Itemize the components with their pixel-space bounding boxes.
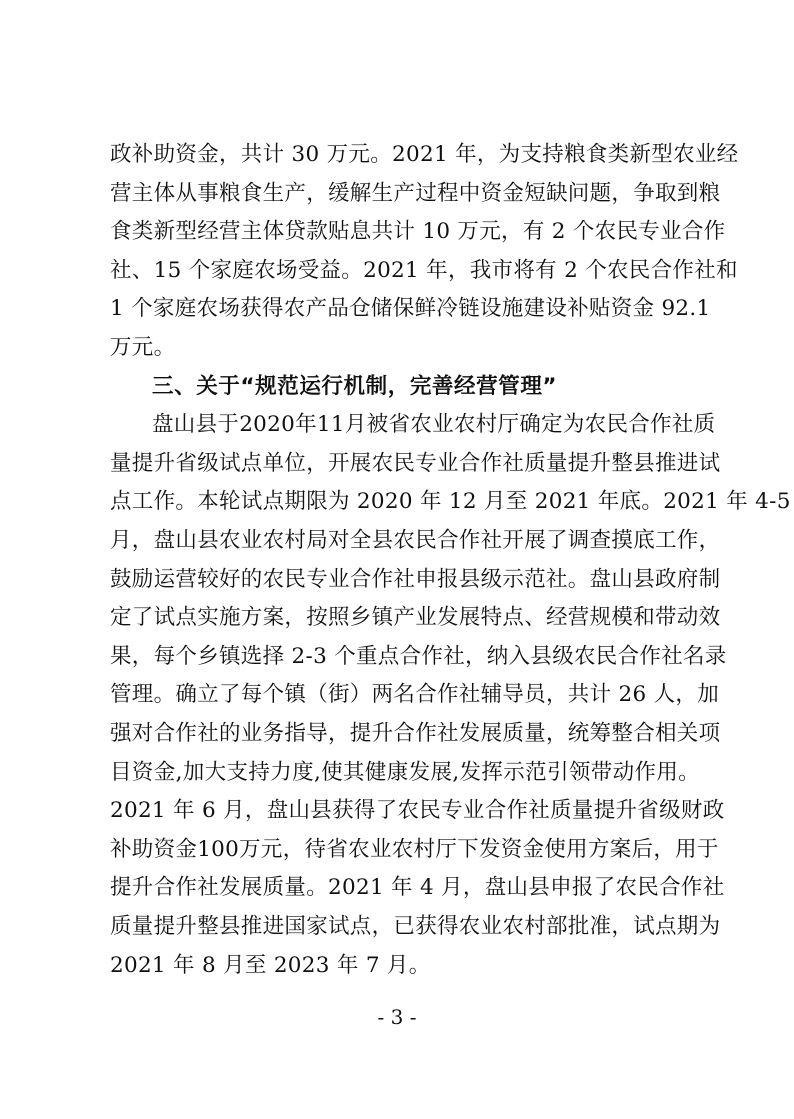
- paragraph-2-line-7: 果，每个乡镇选择 2-3 个重点合作社，纳入县级农民合作社名录: [110, 644, 727, 669]
- paragraph-2-line-5: 鼓励运营较好的农民专业合作社申报县级示范社。盘山县政府制: [110, 567, 721, 592]
- paragraph-1-line-4: 社、15 个家庭农场受益。2021 年，我市将有 2 个农民合作社和: [110, 258, 738, 283]
- paragraph-2-line-2: 量提升省级试点单位，开展农民专业合作社质量提升整县推进试: [110, 451, 721, 476]
- paragraph-2-line-12: 补助资金100万元，待省农业农村厅下发资金使用方案后，用于: [110, 837, 719, 862]
- paragraph-1-line-1: 政补助资金，共计 30 万元。2021 年，为支持粮食类新型农业经: [110, 142, 739, 167]
- paragraph-1-line-2: 营主体从事粮食生产，缓解生产过程中资金短缺问题，争取到粮: [110, 181, 721, 206]
- page-number: - 3 -: [377, 1005, 417, 1029]
- paragraph-2-line-15: 2021 年 8 月至 2023 年 7 月。: [110, 953, 431, 978]
- paragraph-1-line-5: 1 个家庭农场获得农产品仓储保鲜冷链设施建设补贴资金 92.1: [110, 296, 711, 321]
- paragraph-2-line-9: 强对合作社的业务指导，提升合作社发展质量，统筹整合相关项: [110, 721, 721, 746]
- paragraph-2-line-11: 2021 年 6 月，盘山县获得了农民专业合作社质量提升省级财政: [110, 798, 725, 823]
- paragraph-2-line-14: 质量提升整县推进国家试点，已获得农业农村部批准，试点期为: [110, 914, 721, 939]
- paragraph-2-line-6: 定了试点实施方案，按照乡镇产业发展特点、经营规模和带动效: [110, 605, 721, 630]
- paragraph-2-line-10: 目资金,加大支持力度,使其健康发展,发挥示范引领带动作用。: [110, 760, 700, 785]
- paragraph-2-line-8: 管理。确立了每个镇（街）两名合作社辅导员，共计 26 人，加: [110, 682, 720, 707]
- paragraph-1-line-6: 万元。: [110, 335, 176, 360]
- paragraph-2-line-3: 点工作。本轮试点期限为 2020 年 12 月至 2021 年底。2021 年 4-5: [110, 489, 791, 514]
- paragraph-1-line-3: 食类新型经营主体贷款贴息共计 10 万元，有 2 个农民专业合作: [110, 219, 726, 244]
- section-heading: 三、关于“规范运行机制，完善经营管理”: [152, 374, 558, 399]
- paragraph-2-line-4: 月，盘山县农业农村局对全县农民合作社开展了调查摸底工作，: [110, 528, 721, 553]
- paragraph-2-line-13: 提升合作社发展质量。2021 年 4 月，盘山县申报了农民合作社: [110, 875, 725, 900]
- paragraph-2-line-1: 盘山县于2020年11月被省农业农村厅确定为农民合作社质: [152, 412, 716, 437]
